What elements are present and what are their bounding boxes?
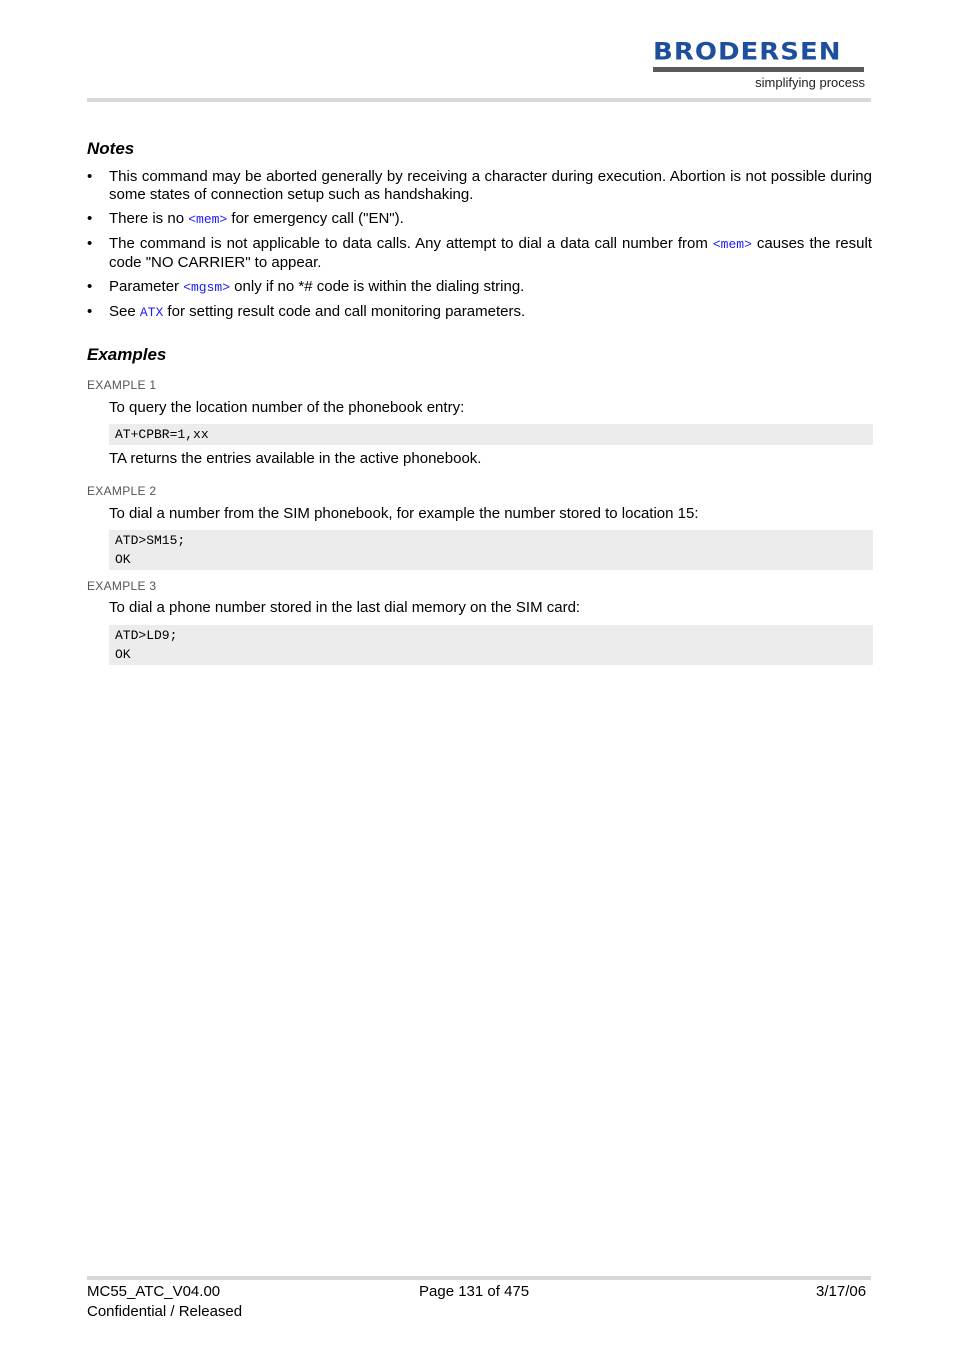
brand-logo (653, 40, 867, 90)
bullet-icon: • (87, 278, 93, 295)
example-2-intro: To dial a number from the SIM phonebook, for example the number stored to location 15: (109, 505, 699, 522)
example-1-code (109, 424, 873, 445)
logo-underline (653, 67, 864, 72)
bullet-icon: • (87, 235, 93, 252)
code-line: ATD>LD9; (115, 628, 178, 643)
mem-param-link[interactable]: <mem> (188, 212, 228, 227)
note-item: • See ATX for setting result code and call monitoring parameters. (87, 303, 526, 320)
footer-page-number: Page 131 of 475 (419, 1283, 530, 1300)
mgsm-param-link[interactable]: <mgsm> (183, 280, 231, 295)
bullet-icon: • (87, 168, 93, 185)
footer-status: Confidential / Released (87, 1303, 243, 1320)
example-1-intro: To query the location number of the phonebook entry: (109, 399, 465, 416)
example-1-label: EXAMPLE 1 (87, 378, 157, 392)
logo-tagline: simplifying process (755, 75, 865, 90)
example-3-label: EXAMPLE 3 (87, 579, 157, 593)
note-item: • The command is not applicable to data calls. Any attempt to dial a data call number from <mem> causes the result code "NO CARRIER" to appear. (87, 235, 872, 271)
example-2-code (109, 530, 873, 570)
note-item: • Parameter <mgsm> only if no *# code is within the dialing string. (87, 278, 525, 295)
examples-heading: Examples (87, 345, 167, 364)
footer-rule (87, 1276, 871, 1280)
footer-date: 3/17/06 (816, 1283, 867, 1300)
mem-param-link[interactable]: <mem> (712, 237, 752, 252)
note-item: • There is no <mem> for emergency call ("EN"). (87, 210, 404, 227)
example-3-intro: To dial a phone number stored in the last dial memory on the SIM card: (109, 599, 581, 616)
note-item: • This command may be aborted generally by receiving a character during execution. Abortion is not possible during some states of connection setup such as handshaking. (87, 168, 872, 203)
code-line: OK (115, 552, 131, 567)
example-2-label: EXAMPLE 2 (87, 484, 157, 498)
atx-command-link[interactable]: ATX (139, 305, 164, 320)
notes-heading: Notes (87, 139, 135, 158)
notes-list (87, 168, 872, 328)
example-1-outro: TA returns the entries available in the active phonebook. (109, 450, 482, 467)
code-line: OK (115, 647, 131, 662)
header-rule (87, 98, 871, 102)
bullet-icon: • (87, 210, 93, 227)
example-3-code (109, 625, 873, 665)
code-line: AT+CPBR=1,xx (115, 427, 209, 442)
bullet-icon: • (87, 303, 93, 320)
footer-doc-id: MC55_ATC_V04.00 (87, 1283, 221, 1300)
logo-wordmark: BRODERSEN (653, 38, 842, 66)
code-line: ATD>SM15; (115, 533, 186, 548)
